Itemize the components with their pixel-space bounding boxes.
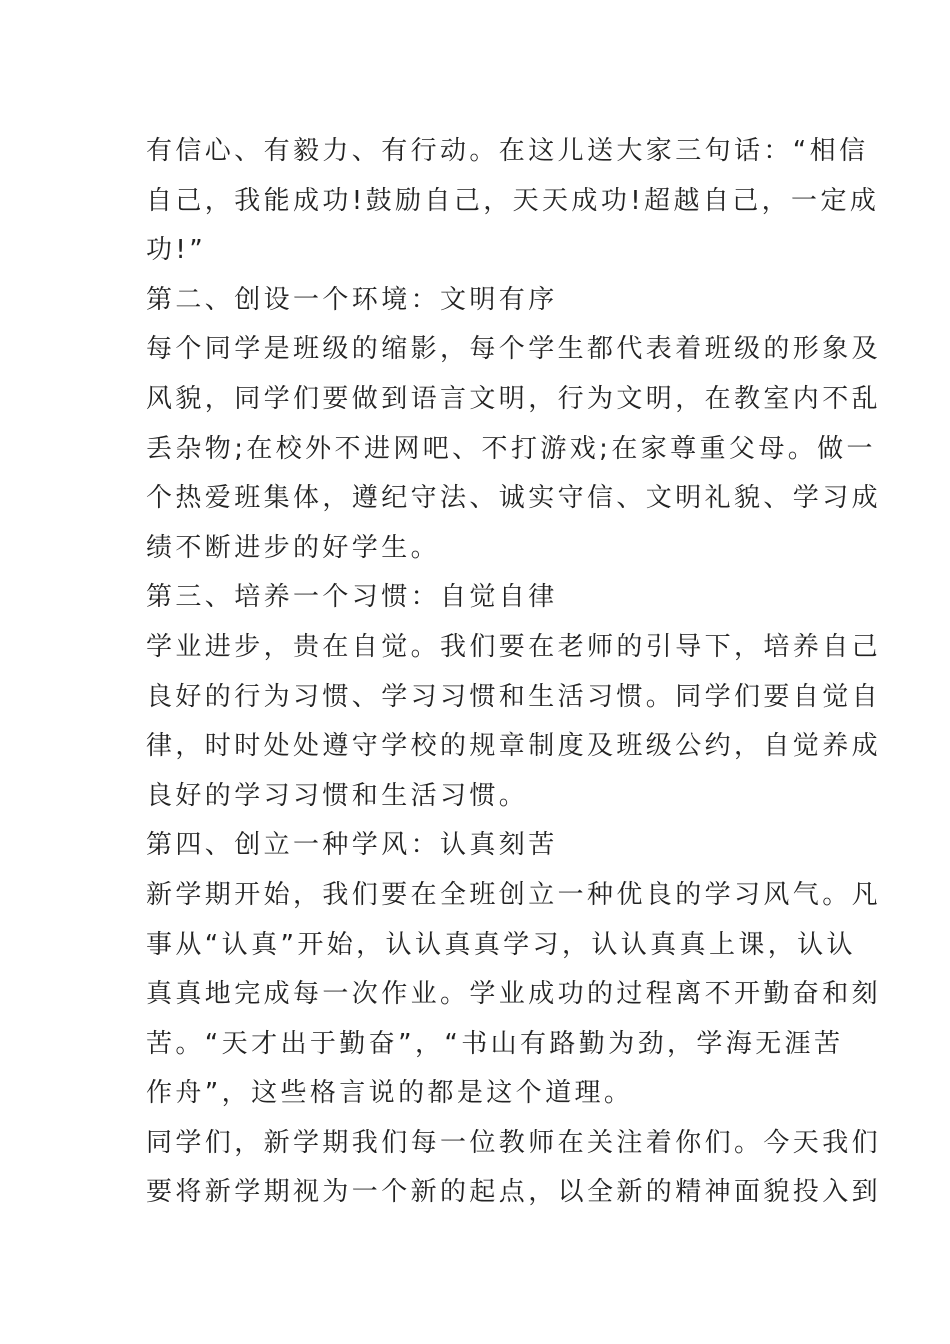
text-line: 功!”: [146, 235, 207, 266]
text-line: 良好的学习习惯和生活习惯。: [146, 780, 529, 811]
text-line: 新学期开始，我们要在全班创立一种优良的学习风气。凡: [146, 879, 882, 910]
document-body: [146, 127, 882, 1218]
text-line: 同学们，新学期我们每一位教师在关注着你们。今天我们: [146, 1127, 882, 1158]
text-line: 丢杂物;在校外不进网吧、不打游戏;在家尊重父母。做一: [146, 433, 876, 464]
text-line: 事从“认真”开始，认认真真学习，认认真真上课，认认: [146, 929, 856, 960]
text-line: 真真地完成每一次作业。学业成功的过程离不开勤奋和刻: [146, 979, 882, 1010]
text-line: 良好的行为习惯、学习习惯和生活习惯。同学们要自觉自: [146, 681, 882, 712]
text-line: 每个同学是班级的缩影，每个学生都代表着班级的形象及: [146, 334, 882, 365]
text-line: 风貌，同学们要做到语言文明，行为文明，在教室内不乱: [146, 383, 882, 414]
text-line: 律，时时处处遵守学校的规章制度及班级公约，自觉养成: [146, 731, 882, 762]
text-line: 绩不断进步的好学生。: [146, 532, 441, 563]
section-heading: 第三、培养一个习惯：自觉自律: [146, 582, 558, 613]
text-line: 苦。“天才出于勤奋”，“书山有路勤为劲，学海无涯苦: [146, 1028, 844, 1059]
text-line: 有信心、有毅力、有行动。在这儿送大家三句话：“相信: [146, 136, 869, 166]
section-heading: 第四、创立一种学风：认真刻苦: [146, 830, 558, 861]
text-line: 自己，我能成功!鼓励自己，天天成功!超越自己，一定成: [146, 185, 880, 216]
text-line: 学业进步，贵在自觉。我们要在老师的引导下，培养自己: [146, 631, 882, 662]
text-line: 个热爱班集体，遵纪守法、诚实守信、文明礼貌、学习成: [146, 483, 882, 514]
text-line: 作舟”，这些格言说的都是这个道理。: [146, 1078, 634, 1109]
text-line: 要将新学期视为一个新的起点，以全新的精神面貌投入到: [146, 1177, 882, 1208]
section-heading: 第二、创设一个环境：文明有序: [146, 284, 558, 315]
